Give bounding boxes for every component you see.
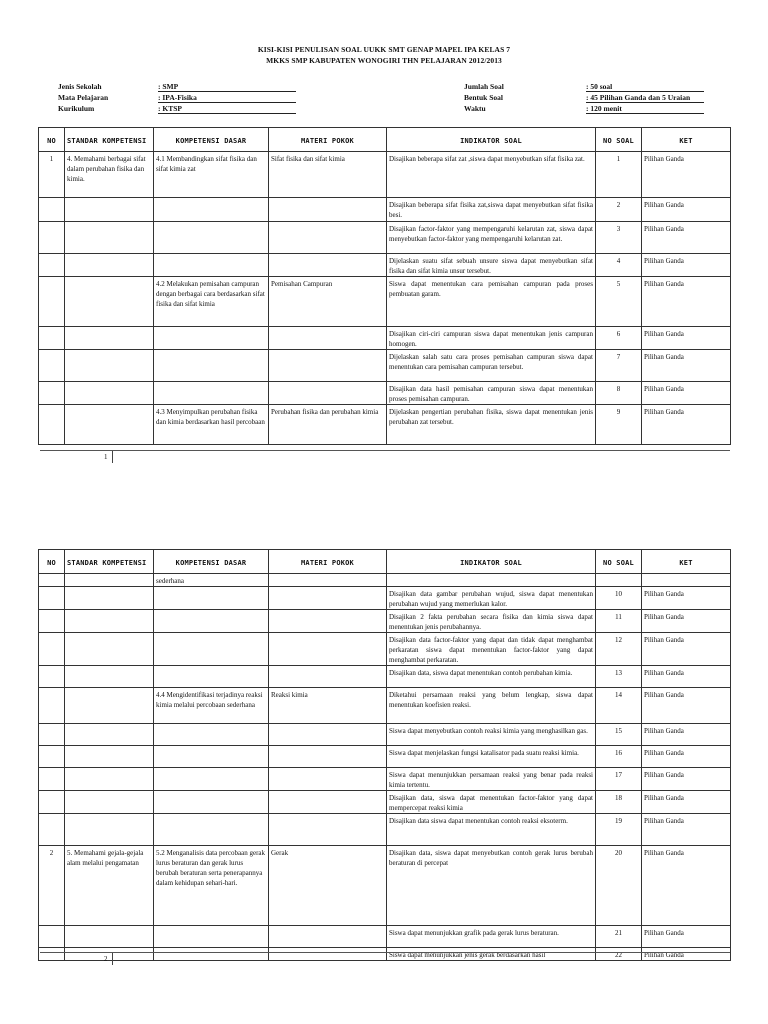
info-row-subject (58, 93, 308, 104)
cell-note: Pilihan Ganda (642, 350, 731, 382)
cell-standard (65, 666, 154, 688)
cell-competency (154, 791, 269, 814)
cell-material (269, 254, 387, 277)
cell-material (269, 666, 387, 688)
header-note: KET (642, 128, 731, 152)
cell-standard (65, 277, 154, 327)
cell-material (269, 948, 387, 961)
cell-material: Gerak (269, 846, 387, 926)
cell-note: Pilihan Ganda (642, 610, 731, 633)
cell-note: Pilihan Ganda (642, 277, 731, 327)
cell-competency (154, 926, 269, 948)
cell-note: Pilihan Ganda (642, 724, 731, 746)
cell-indicator: Siswa dapat menunjukkan grafik pada gerak lurus beraturan. (387, 926, 596, 948)
cell-standard (65, 405, 154, 445)
info-row-time (464, 104, 714, 115)
cell-question-no: 18 (596, 791, 642, 814)
cell-note: Pilihan Ganda (642, 152, 731, 198)
cell-question-no: 12 (596, 633, 642, 666)
cell-indicator: Disajikan data gambar perubahan wujud, siswa dapat menentukan perubahan wujud yang memerlukan kalor. (387, 587, 596, 610)
info-right (464, 82, 714, 122)
cell-competency: 4.1 Membandingkan sifat fisika dan sifat kimia zat (154, 152, 269, 198)
cell-indicator: Dijelaskan suatu sifat sebuah unsure siswa dapat menyebutkan sifat fisika dan sifat kimia unsur tersebut. (387, 254, 596, 277)
cell-material (269, 222, 387, 254)
header-material: MATERI POKOK (269, 550, 387, 574)
cell-standard (65, 198, 154, 222)
table-row (39, 846, 731, 926)
cell-question-no: 3 (596, 222, 642, 254)
cell-no (39, 277, 65, 327)
cell-indicator: Disajikan data hasil pemisahan campuran siswa dapat menentukan proses pemisahan campuran. (387, 382, 596, 405)
cell-material: Perubahan fisika dan perubahan kimia (269, 405, 387, 445)
table-row (39, 350, 731, 382)
cell-material (269, 382, 387, 405)
cell-no (39, 198, 65, 222)
cell-note: Pilihan Ganda (642, 814, 731, 846)
cell-note (642, 574, 731, 587)
cell-standard: 5. Memahami gejala-gejala alam melalui pengamatan (65, 846, 154, 926)
cell-no (39, 724, 65, 746)
cell-material (269, 633, 387, 666)
info-label: Bentuk Soal (464, 93, 503, 102)
document-title-line1: KISI-KISI PENULISAN SOAL UUKK SMT GENAP MAPEL IPA KELAS 7 (257, 45, 511, 54)
table-header-row (39, 128, 731, 152)
info-label: Mata Pelajaran (58, 93, 109, 102)
cell-no (39, 222, 65, 254)
cell-material (269, 198, 387, 222)
cell-material (269, 926, 387, 948)
cell-material (269, 574, 387, 587)
cell-indicator: Siswa dapat menunjukkan persamaan reaksi yang benar pada reaksi kimia tertentu. (387, 768, 596, 791)
table-row (39, 198, 731, 222)
table-row (39, 633, 731, 666)
cell-indicator: Disajikan ciri-ciri campuran siswa dapat menentukan jenis campuran homogen. (387, 327, 596, 350)
cell-material: Sifat fisika dan sifat kimia (269, 152, 387, 198)
table-row (39, 254, 731, 277)
cell-competency (154, 198, 269, 222)
header-indicator: INDIKATOR SOAL (387, 550, 596, 574)
cell-question-no: 2 (596, 198, 642, 222)
cell-standard (65, 327, 154, 350)
info-value: : KTSP (158, 104, 296, 114)
cell-question-no: 16 (596, 746, 642, 768)
cell-note: Pilihan Ganda (642, 222, 731, 254)
info-row-school (58, 82, 308, 93)
cell-question-no (596, 574, 642, 587)
cell-question-no: 5 (596, 277, 642, 327)
cell-indicator: Dijelaskan pengertian perubahan fisika, siswa dapat menentukan jenis perubahan zat tersebut. (387, 405, 596, 445)
cell-no (39, 688, 65, 724)
cell-no (39, 587, 65, 610)
cell-question-no: 10 (596, 587, 642, 610)
cell-note: Pilihan Ganda (642, 587, 731, 610)
cell-competency (154, 222, 269, 254)
cell-no (39, 926, 65, 948)
table-row (39, 768, 731, 791)
cell-standard: 4. Memahami berbagai sifat dalam perubahan fisika dan kimia. (65, 152, 154, 198)
table-row (39, 277, 731, 327)
header-competency: KOMPETENSI DASAR (154, 550, 269, 574)
cell-standard (65, 610, 154, 633)
header-no: NO (39, 550, 65, 574)
cell-competency (154, 610, 269, 633)
header-note: KET (642, 550, 731, 574)
header-indicator: INDIKATOR SOAL (387, 128, 596, 152)
cell-indicator: Siswa dapat menjelaskan fungsi katalisator pada suatu reaksi kimia. (387, 746, 596, 768)
cell-standard (65, 587, 154, 610)
header-question-no: NO SOAL (596, 128, 642, 152)
cell-standard (65, 254, 154, 277)
cell-no (39, 666, 65, 688)
cell-question-no: 1 (596, 152, 642, 198)
cell-competency: 4.4 Mengidentifikasi terjadinya reaksi kimia melalui percobaan sederhana (154, 688, 269, 724)
cell-indicator: Disajikan data, siswa dapat menentukan factor-faktor yang dapat mempercepat reaksi kimia (387, 791, 596, 814)
cell-standard (65, 948, 154, 961)
cell-question-no: 6 (596, 327, 642, 350)
cell-note: Pilihan Ganda (642, 327, 731, 350)
cell-competency (154, 666, 269, 688)
cell-standard (65, 791, 154, 814)
cell-question-no: 11 (596, 610, 642, 633)
cell-standard (65, 746, 154, 768)
cell-no (39, 633, 65, 666)
header-competency: KOMPETENSI DASAR (154, 128, 269, 152)
cell-standard (65, 633, 154, 666)
cell-note: Pilihan Ganda (642, 405, 731, 445)
table-row (39, 405, 731, 445)
cell-question-no: 15 (596, 724, 642, 746)
cell-indicator: Disajikan data, siswa dapat menyebutkan contoh gerak lurus berubah beraturan di percepat (387, 846, 596, 926)
cell-indicator: Disajikan data, siswa dapat menentukan contoh perubahan kimia. (387, 666, 596, 688)
header-question-no: NO SOAL (596, 550, 642, 574)
header-standard: STANDAR KOMPETENSI (65, 550, 154, 574)
cell-indicator: Diketahui persamaan reaksi yang belum lengkap, siswa dapat menentukan koefisien reaksi. (387, 688, 596, 724)
grid-table-page2 (38, 549, 731, 961)
table-row (39, 222, 731, 254)
info-value: : SMP (158, 82, 296, 92)
cell-question-no: 13 (596, 666, 642, 688)
cell-indicator: Disajikan 2 fakta perubahan secara fisika dan kimia siswa dapat menentukan jenis perubahannya. (387, 610, 596, 633)
cell-material (269, 587, 387, 610)
cell-indicator: Disajikan beberapa sifat fisika zat,siswa dapat menyebutkan sifat fisika besi. (387, 198, 596, 222)
cell-standard (65, 814, 154, 846)
table-row (39, 688, 731, 724)
cell-note: Pilihan Ganda (642, 926, 731, 948)
cell-competency: 4.2 Melakukan pemisahan campuran dengan berbagai cara berdasarkan sifat fisika dan sifat kimia (154, 277, 269, 327)
header-no: NO (39, 128, 65, 152)
cell-standard (65, 688, 154, 724)
table-row (39, 666, 731, 688)
page-marker (112, 451, 113, 463)
cell-no (39, 768, 65, 791)
cell-no (39, 574, 65, 587)
cell-material (269, 768, 387, 791)
cell-competency (154, 350, 269, 382)
info-label: Waktu (464, 104, 486, 113)
page-divider (40, 450, 730, 451)
cell-standard (65, 574, 154, 587)
cell-indicator: Siswa dapat menyebutkan contoh reaksi kimia yang menghasilkan gas. (387, 724, 596, 746)
table-header-row (39, 550, 731, 574)
cell-indicator (387, 574, 596, 587)
cell-competency: sederhana (154, 574, 269, 587)
page-number: 1 (104, 453, 108, 461)
cell-indicator: Disajikan data factor-faktor yang dapat dan tidak dapat menghambat perkaratan siswa dapat menentukan factor-faktor yang dapat menghambat perkaratan. (387, 633, 596, 666)
table-row (39, 746, 731, 768)
cell-material: Reaksi kimia (269, 688, 387, 724)
cell-no (39, 327, 65, 350)
cell-note: Pilihan Ganda (642, 948, 731, 961)
cell-material (269, 350, 387, 382)
cell-note: Pilihan Ganda (642, 746, 731, 768)
header-standard: STANDAR KOMPETENSI (65, 128, 154, 152)
cell-note: Pilihan Ganda (642, 768, 731, 791)
cell-no: 1 (39, 152, 65, 198)
cell-question-no: 17 (596, 768, 642, 791)
page-marker (112, 953, 113, 965)
info-label: Jumlah Soal (464, 82, 504, 91)
cell-note: Pilihan Ganda (642, 198, 731, 222)
cell-question-no: 9 (596, 405, 642, 445)
info-row-curriculum (58, 104, 308, 115)
cell-no (39, 610, 65, 633)
cell-note: Pilihan Ganda (642, 254, 731, 277)
cell-material (269, 724, 387, 746)
cell-note: Pilihan Ganda (642, 382, 731, 405)
cell-material (269, 746, 387, 768)
cell-competency (154, 633, 269, 666)
info-value: : 50 soal (586, 82, 704, 92)
cell-indicator: Disajikan factor-faktor yang mempengaruhi kelarutan zat, siswa dapat menyebutkan factor-faktor yang mempengaruhi kelarutan zat. (387, 222, 596, 254)
cell-no (39, 791, 65, 814)
cell-question-no: 8 (596, 382, 642, 405)
cell-material (269, 814, 387, 846)
table-row (39, 574, 731, 587)
cell-competency (154, 327, 269, 350)
cell-material (269, 791, 387, 814)
cell-competency (154, 768, 269, 791)
page-number: 2 (104, 955, 108, 963)
cell-competency: 4.3 Menyimpulkan perubahan fisika dan kimia berdasarkan hasil percobaan (154, 405, 269, 445)
document-title-line2: MKKS SMP KABUPATEN WONOGIRI THN PELAJARAN 2012/2013 (266, 56, 502, 65)
table-row (39, 382, 731, 405)
cell-no (39, 350, 65, 382)
cell-question-no: 20 (596, 846, 642, 926)
cell-no (39, 405, 65, 445)
table-row (39, 948, 731, 961)
page-divider (40, 952, 730, 953)
info-label: Kurikulum (58, 104, 95, 113)
cell-standard (65, 382, 154, 405)
cell-note: Pilihan Ganda (642, 791, 731, 814)
cell-no (39, 948, 65, 961)
info-row-question-type (464, 93, 714, 104)
cell-material (269, 610, 387, 633)
cell-indicator: Siswa dapat menentukan cara pemisahan campuran pada proses pembuatan garam. (387, 277, 596, 327)
header-material: MATERI POKOK (269, 128, 387, 152)
info-value: : IPA-Fisika (158, 93, 296, 103)
cell-no (39, 746, 65, 768)
cell-question-no: 7 (596, 350, 642, 382)
table-row (39, 926, 731, 948)
info-left (58, 82, 308, 122)
cell-standard (65, 724, 154, 746)
cell-no (39, 382, 65, 405)
cell-material (269, 327, 387, 350)
cell-indicator: Disajikan beberapa sifat zat ,siswa dapat menyebutkan sifat fisika zat. (387, 152, 596, 198)
cell-indicator: Disajikan data siswa dapat menentukan contoh reaksi eksoterm. (387, 814, 596, 846)
cell-question-no: 21 (596, 926, 642, 948)
cell-question-no: 22 (596, 948, 642, 961)
cell-competency (154, 587, 269, 610)
cell-indicator: Dijelaskan salah satu cara proses pemisahan campuran siswa dapat menentukan cara pemisahan campuran tersebut. (387, 350, 596, 382)
cell-competency (154, 382, 269, 405)
cell-no (39, 254, 65, 277)
table-row (39, 587, 731, 610)
info-label: Jenis Sekolah (58, 82, 102, 91)
info-row-question-count (464, 82, 714, 93)
cell-note: Pilihan Ganda (642, 688, 731, 724)
cell-note: Pilihan Ganda (642, 666, 731, 688)
cell-standard (65, 222, 154, 254)
cell-no (39, 814, 65, 846)
cell-question-no: 14 (596, 688, 642, 724)
cell-note: Pilihan Ganda (642, 633, 731, 666)
cell-standard (65, 768, 154, 791)
cell-standard (65, 350, 154, 382)
cell-material: Pemisahan Campuran (269, 277, 387, 327)
table-row (39, 724, 731, 746)
cell-competency (154, 746, 269, 768)
cell-no: 2 (39, 846, 65, 926)
cell-indicator: Siswa dapat menunjukkan jenis gerak berdasarkan hasil (387, 948, 596, 961)
table-row (39, 791, 731, 814)
cell-question-no: 4 (596, 254, 642, 277)
cell-standard (65, 926, 154, 948)
table-row (39, 327, 731, 350)
cell-competency (154, 254, 269, 277)
cell-competency (154, 724, 269, 746)
cell-note: Pilihan Ganda (642, 846, 731, 926)
cell-competency (154, 948, 269, 961)
cell-question-no: 19 (596, 814, 642, 846)
table-row (39, 814, 731, 846)
cell-competency: 5.2 Menganalisis data percobaan gerak lurus beraturan dan gerak lurus berubah beraturan serta penerapannya dalam kehidupan sehari-hari. (154, 846, 269, 926)
info-value: : 45 Pilihan Ganda dan 5 Uraian (586, 93, 704, 103)
info-value: : 120 menit (586, 104, 704, 114)
table-row (39, 152, 731, 198)
grid-table-page1 (38, 127, 731, 445)
cell-competency (154, 814, 269, 846)
table-row (39, 610, 731, 633)
